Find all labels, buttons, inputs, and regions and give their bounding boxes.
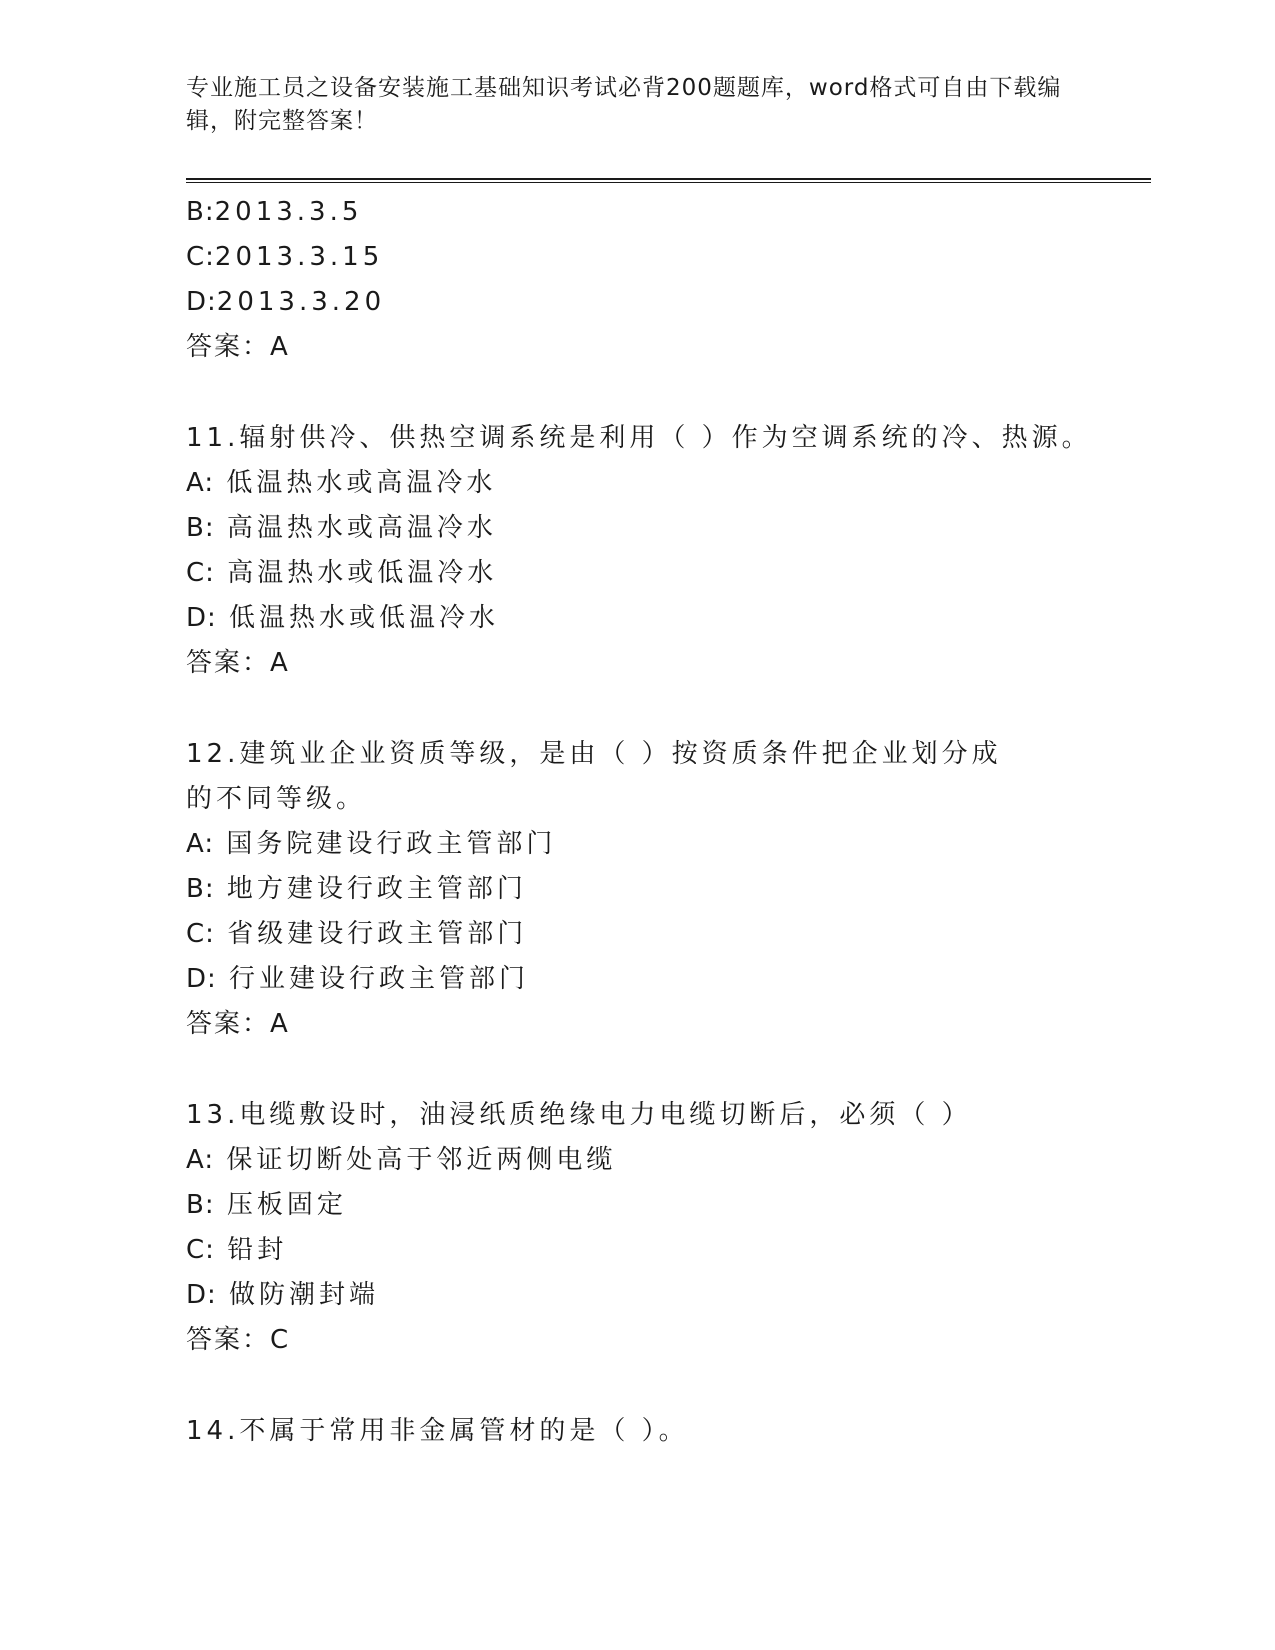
question-12: [186, 732, 1066, 1047]
option-b: B: 高温热水或高温冷水: [186, 513, 497, 543]
answer: 答案：C: [186, 1325, 291, 1355]
answer: 答案：A: [186, 648, 290, 678]
question-list: [186, 190, 1092, 1454]
question-stem: 11.辐射供冷、供热空调系统是利用（ ）作为空调系统的冷、热源。: [186, 423, 1092, 453]
option-b: B:2013.3.5: [186, 197, 363, 227]
document-header: 专业施工员之设备安装施工基础知识考试必背200题题库，word格式可自由下载编辑，附完整答案！: [186, 75, 1062, 134]
spacer: [186, 1047, 1066, 1093]
header-divider-thin: [186, 182, 1151, 183]
option-d: D: 低温热水或低温冷水: [186, 603, 500, 633]
option-c: C: 高温热水或低温冷水: [186, 558, 498, 588]
spacer: [186, 370, 1066, 416]
option-c: C: 省级建设行政主管部门: [186, 919, 528, 949]
option-a: A: 低温热水或高温冷水: [186, 468, 497, 498]
spacer: [186, 686, 1066, 732]
header-divider-thick: [186, 178, 1151, 180]
option-d: D:2013.3.20: [186, 287, 386, 317]
option-b: B: 地方建设行政主管部门: [186, 874, 527, 904]
question-11: [186, 416, 1092, 686]
answer: 答案：A: [186, 1009, 290, 1039]
spacer: [186, 1363, 1066, 1409]
question-14: [186, 1409, 1066, 1454]
question-10-continued: [186, 190, 1066, 370]
option-c: C:2013.3.15: [186, 242, 384, 272]
option-a: A: 保证切断处高于邻近两侧电缆: [186, 1145, 617, 1175]
option-c: C: 铅封: [186, 1235, 288, 1265]
option-a: A: 国务院建设行政主管部门: [186, 829, 557, 859]
question-stem: 12.建筑业企业资质等级，是由（ ）按资质条件把企业划分成的不同等级。: [186, 739, 1002, 814]
question-stem: 14.不属于常用非金属管材的是（ ）。: [186, 1416, 689, 1446]
option-d: D: 行业建设行政主管部门: [186, 964, 530, 994]
option-b: B: 压板固定: [186, 1190, 347, 1220]
question-13: [186, 1093, 1066, 1363]
answer: 答案：A: [186, 332, 290, 362]
question-stem: 13.电缆敷设时，油浸纸质绝缘电力电缆切断后，必须（ ）: [186, 1100, 972, 1130]
option-d: D: 做防潮封端: [186, 1280, 380, 1310]
